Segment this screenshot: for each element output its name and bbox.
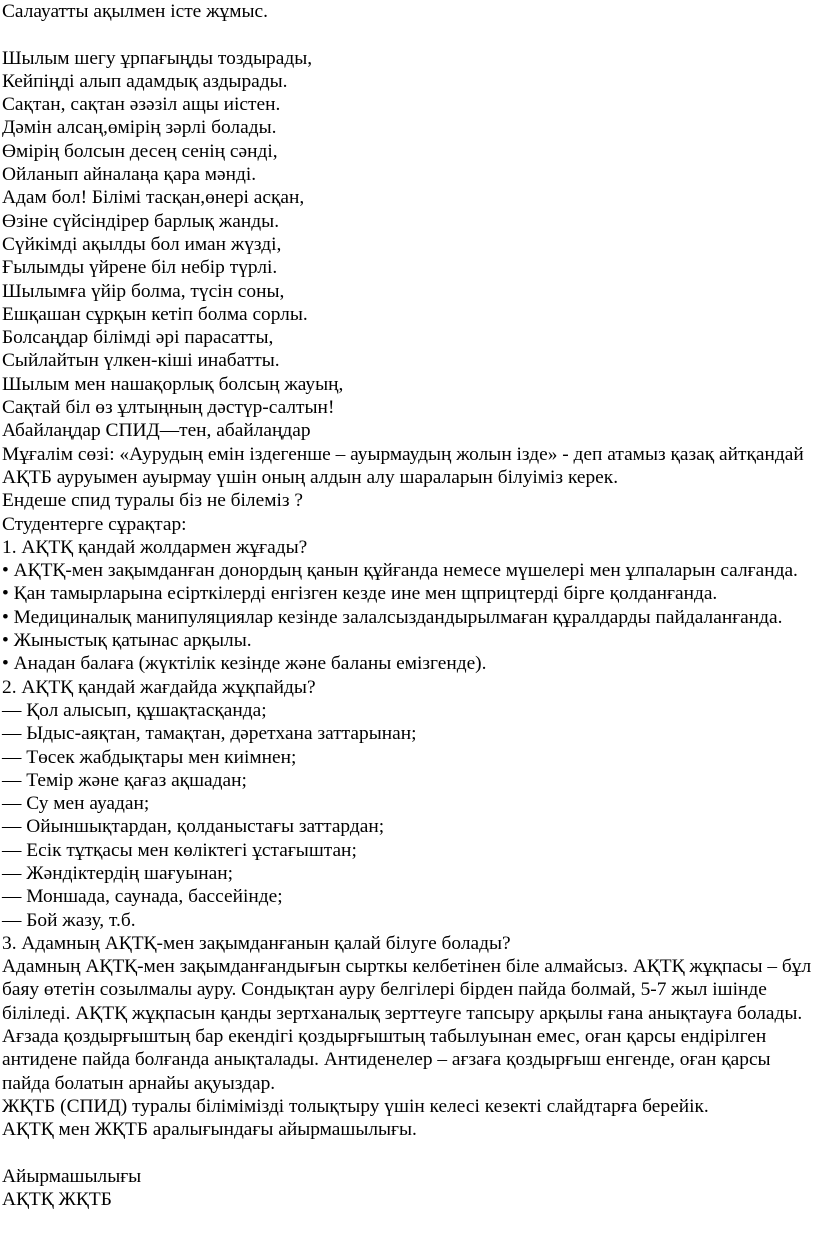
intro-line: Салауатты ақылмен істе жұмыс. bbox=[2, 1, 268, 22]
list-item: — Қол алысып, құшақтасқанда; bbox=[2, 699, 267, 721]
list-item: — Есік тұтқасы мен көліктегі ұстағыштан; bbox=[2, 839, 357, 861]
next-slides-line: ЖҚТБ (СПИД) туралы білімімізді толықтыру үшін келесі кезекті слайдтарға берейік. bbox=[2, 1095, 709, 1117]
teacher-words: Мұғалім сөзі: «Аурудың емін іздегенше – ауырмаудың жолын ізде» - деп атамыз қазақ айтқандай АҚТБ ауруымен ауырмау үшін оның алдын алу шараларын білуіміз керек. bbox=[2, 443, 804, 488]
list-item: — Төсек жабдықтары мен киімнен; bbox=[2, 746, 297, 768]
question-3-section bbox=[0, 932, 816, 1095]
list-item: — Бой жазу, т.б. bbox=[2, 909, 136, 931]
list-item: • Медициналық манипуляциялар кезінде залалсыздандырылмаған құралдарды пайдаланғанда. bbox=[2, 606, 783, 628]
question-2-title: 2. АҚТҚ қандай жағдайда жұқпайды? bbox=[2, 676, 316, 698]
poem-line: Сыйлайтын үлкен-кіші инабатты. bbox=[2, 350, 280, 372]
list-item: — Ойыншықтардан, қолданыстағы заттардан; bbox=[2, 816, 385, 838]
poem-line: Шылым мен нашақорлық болсың жауың, bbox=[2, 373, 344, 395]
table-heading: Айырмашылығы bbox=[2, 1165, 142, 1187]
question-2-section bbox=[0, 676, 816, 932]
list-item: — Темір және қағаз ақшадан; bbox=[2, 769, 247, 791]
list-item: • Анадан балаға (жүктілік кезінде және баланы емізгенде). bbox=[2, 653, 487, 675]
blank-line bbox=[0, 1142, 816, 1165]
question-3-title: 3. Адамның АҚТҚ-мен зақымданғанын қалай білуге болады? bbox=[2, 932, 511, 954]
poem bbox=[0, 47, 816, 443]
poem-line: Шылым шегу ұрпағыңды тоздырады, bbox=[2, 47, 313, 69]
question-1-section bbox=[0, 536, 816, 676]
poem-line: Өзіне сүйсіндірер барлық жанды. bbox=[2, 210, 280, 232]
poem-line: Ғылымды үйрене біл небір түрлі. bbox=[2, 257, 278, 279]
list-item: — Жәндіктердің шағуынан; bbox=[2, 862, 233, 884]
list-item: — Су мен ауадан; bbox=[2, 793, 150, 815]
poem-line: Сақтан, сақтан әзәзіл ащы иістен. bbox=[2, 94, 281, 116]
question-lead: Ендеше спид туралы біз не білеміз ? bbox=[2, 490, 303, 512]
list-item: — Моншада, саунада, бассейінде; bbox=[2, 886, 283, 908]
list-item: • Қан тамырларына есірткілерді енгізген кезде ине мен щприцтерді бірге қолданғанда. bbox=[2, 583, 718, 605]
table-columns: АҚТҚ ЖҚТБ bbox=[2, 1189, 112, 1211]
poem-line: Кейпіңді алып адамдық аздырады. bbox=[2, 70, 288, 92]
poem-line: Болсаңдар білімді әрі парасатты, bbox=[2, 327, 274, 349]
students-questions-heading: Студентерге сұрақтар: bbox=[2, 513, 187, 535]
question-1-title: 1. АҚТҚ қандай жолдармен жұғады? bbox=[2, 536, 308, 558]
difference-title: АҚТҚ мен ЖҚТБ аралығындағы айырмашылығы. bbox=[2, 1119, 417, 1141]
poem-line: Адам бол! Білімі тасқан,өнері асқан, bbox=[2, 187, 305, 209]
poem-line: Сақтай біл өз ұлтыңның дәстүр-салтын! bbox=[2, 397, 335, 419]
poem-line: Дәмін алсаң,өмірің зәрлі болады. bbox=[2, 117, 277, 139]
poem-line: Сүйкімді ақылды бол иман жүзді, bbox=[2, 233, 282, 255]
blank-line bbox=[0, 23, 816, 46]
list-item: — Ыдыс-аяқтан, тамақтан, дәретхана заттарынан; bbox=[2, 723, 417, 745]
poem-line: Өмірің болсын десең сенің сәнді, bbox=[2, 140, 278, 162]
list-item: • Жыныстық қатынас арқылы. bbox=[2, 630, 252, 652]
poem-line: Абайлаңдар СПИД—тен, абайлаңдар bbox=[2, 420, 311, 442]
poem-line: Ешқашан сұрқын кетіп болма сорлы. bbox=[2, 303, 308, 325]
poem-line: Ойланып айналаңа қара мәнді. bbox=[2, 164, 257, 186]
list-item: • АҚТҚ-мен зақымданған донордың қанын құйғанда немесе мүшелері мен ұлпаларын салғанда. bbox=[2, 560, 798, 582]
question-3-body: Адамның АҚТҚ-мен зақымданғандығын сырткы келбетінен біле алмайсыз. АҚТҚ жұқпасы – бұл баяу өтетін созылмалы ауру. Сондықтан ауру белгілері бірден пайда болмай, 5-7 жыл ішінде біліледі. АҚТҚ жұқпасын қанды зертханалық зерттеуге тапсыру арқылы ғана анықтауға болады. Ағзада қоздырғыштың бар екендігі қоздырғыштың табылуынан емес, оған қарсы ендірілген антидене пайда болғанда анықталады. Антиденелер – ағзаға қоздырғыш енгенде, оған қарсы пайда болатын арнайы ақуыздар. bbox=[2, 956, 812, 1094]
poem-line: Шылымға үйір болма, түсін соны, bbox=[2, 280, 285, 302]
